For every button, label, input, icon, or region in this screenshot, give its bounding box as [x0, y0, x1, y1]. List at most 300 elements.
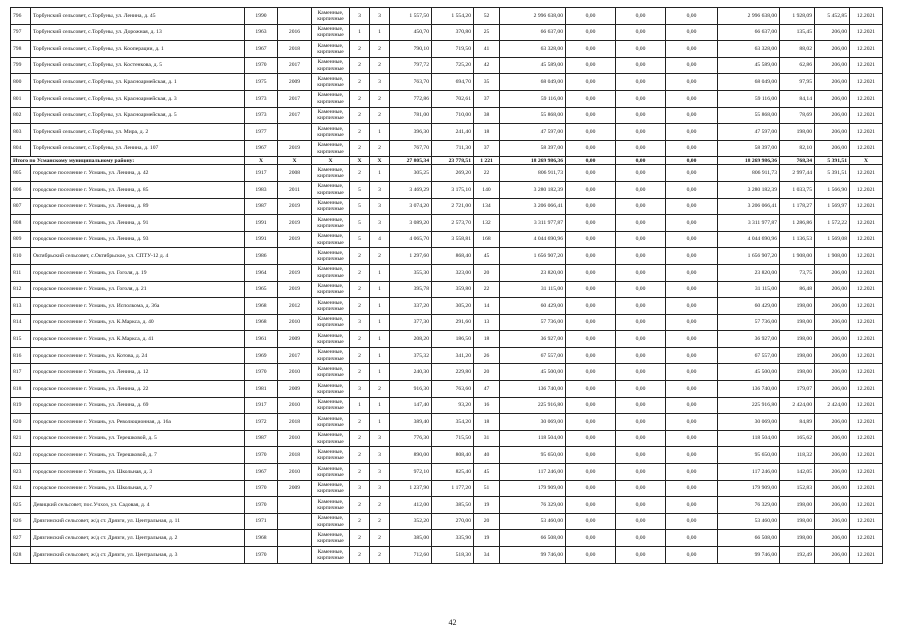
cell-entrances: 1	[370, 414, 390, 431]
cell-total-cost: 59 116,00	[500, 90, 566, 107]
cell-regional-cost: 0,00	[616, 124, 666, 141]
cell-year-repaired: 2009	[278, 381, 312, 398]
cell-entrances: 2	[370, 248, 390, 265]
cell-row-number: 808	[11, 215, 31, 232]
cell-living-area: 3 558,81	[432, 231, 474, 248]
cell-fund-cost: 0,00	[566, 165, 616, 182]
cell-regional-cost: 0,00	[616, 464, 666, 481]
cell-total-cost: 60 429,00	[500, 298, 566, 315]
cell-regional-cost: 0,00	[616, 447, 666, 464]
cell-planned-date: 12.2021	[850, 347, 883, 364]
cell-planned-date: 12.2021	[850, 248, 883, 265]
cell-address: Дрязгинский сельсовет, ж/д ст. Дрязги, ул. Центральная, д. 3	[31, 547, 245, 564]
cell-fund-cost: 0,00	[566, 248, 616, 265]
cell-total-cost: 4 044 690,96	[500, 231, 566, 248]
cell-total-area: 776,30	[390, 430, 432, 447]
cell-total-cost: 99 746,00	[500, 547, 566, 564]
cell-address: Торбунский сельсовет, с.Торбуны, ул. Красноармейская, д. 1	[31, 74, 245, 91]
cell-address: городское поселение г. Усмань, ул. Революционная, д. 16а	[31, 414, 245, 431]
cell-wall-material: Каменные, кирпичные	[312, 8, 350, 25]
cell-year-repaired: 2019	[278, 198, 312, 215]
cell-max-cost-per-sqm: 206,00	[815, 281, 850, 298]
cell-year-repaired	[278, 513, 312, 530]
cell-regional-cost: 0,00	[616, 107, 666, 124]
cell-owners-cost: 57 736,00	[718, 314, 780, 331]
cell-year-built: 1983	[245, 181, 278, 198]
cell-wall-material: Каменные, кирпичные	[312, 430, 350, 447]
cell-entrances: 2	[370, 381, 390, 398]
cell-planned-date: 12.2021	[850, 314, 883, 331]
cell-planned-date: 12.2021	[850, 414, 883, 431]
cell-cost-per-sqm: 88,02	[780, 41, 815, 58]
cell-regional-cost: 0,00	[616, 298, 666, 315]
cell-planned-date: 12.2021	[850, 298, 883, 315]
cell-living-area: 2 721,00	[432, 198, 474, 215]
table-row	[11, 124, 883, 141]
table-row	[11, 381, 883, 398]
cell-cost-per-sqm: 1 178,27	[780, 198, 815, 215]
table-row	[11, 298, 883, 315]
cell-total-area: 352,20	[390, 513, 432, 530]
cell-cost-per-sqm: 78,69	[780, 107, 815, 124]
cell-max-cost-per-sqm: 206,00	[815, 547, 850, 564]
cell-residents: 18	[474, 414, 500, 431]
cell-cost-per-sqm: 165,62	[780, 430, 815, 447]
cell-fund-cost: 0,00	[566, 298, 616, 315]
cell-cost-per-sqm: 198,00	[780, 364, 815, 381]
cell-max-cost-per-sqm: 5 452,85	[815, 8, 850, 25]
cell-municipal-cost: 0,00	[666, 107, 718, 124]
cell-floors: 2	[350, 364, 370, 381]
cell-living-area: 702,61	[432, 90, 474, 107]
cell-fund-cost: 0,00	[566, 57, 616, 74]
cell-fund-cost: 0,00	[566, 347, 616, 364]
cell-entrances: 1	[370, 314, 390, 331]
cell-year-repaired: 2018	[278, 447, 312, 464]
cell-cost-per-sqm: 1 928,09	[780, 8, 815, 25]
cell-regional-cost: 0,00	[616, 547, 666, 564]
cell-owners-cost: 806 911,73	[718, 165, 780, 182]
cell-living-area: 359,80	[432, 281, 474, 298]
cell-year-repaired	[278, 8, 312, 25]
table-row	[11, 414, 883, 431]
cell-year-built: 1917	[245, 165, 278, 182]
cell-wall-material: Каменные, кирпичные	[312, 74, 350, 91]
cell-regional-cost: 0,00	[616, 215, 666, 232]
cell-total-area: 4 065,70	[390, 231, 432, 248]
cell-floors: 2	[350, 264, 370, 281]
cell-fund-cost: 0,00	[566, 264, 616, 281]
cell-year-built: 1970	[245, 480, 278, 497]
cell-total-cost: 66 637,00	[500, 24, 566, 41]
cell-owners-cost: 68 049,00	[718, 74, 780, 91]
cell-living-area: 1 554,20	[432, 8, 474, 25]
cell-residents: 16	[474, 397, 500, 414]
cell-row-number: 805	[11, 165, 31, 182]
total-cell: 18 269 986,36	[500, 157, 566, 165]
cell-wall-material: Каменные, кирпичные	[312, 124, 350, 141]
cell-planned-date: 12.2021	[850, 24, 883, 41]
cell-wall-material: Каменные, кирпичные	[312, 364, 350, 381]
cell-municipal-cost: 0,00	[666, 480, 718, 497]
cell-year-built: 1986	[245, 248, 278, 265]
cell-fund-cost: 0,00	[566, 364, 616, 381]
cell-row-number: 799	[11, 57, 31, 74]
cell-residents: 22	[474, 281, 500, 298]
cell-planned-date: 12.2021	[850, 231, 883, 248]
cell-year-built: 1987	[245, 430, 278, 447]
cell-fund-cost: 0,00	[566, 107, 616, 124]
cell-municipal-cost: 0,00	[666, 248, 718, 265]
table-row	[11, 41, 883, 58]
cell-row-number: 807	[11, 198, 31, 215]
cell-planned-date: 12.2021	[850, 464, 883, 481]
cell-year-built: 1970	[245, 364, 278, 381]
cell-max-cost-per-sqm: 206,00	[815, 24, 850, 41]
cell-cost-per-sqm: 1 136,53	[780, 231, 815, 248]
cell-total-area: 3 089,20	[390, 215, 432, 232]
cell-wall-material: Каменные, кирпичные	[312, 231, 350, 248]
cell-residents: 38	[474, 107, 500, 124]
cell-owners-cost: 45 500,00	[718, 364, 780, 381]
cell-total-cost: 47 597,00	[500, 124, 566, 141]
cell-residents: 47	[474, 381, 500, 398]
cell-cost-per-sqm: 135,45	[780, 24, 815, 41]
cell-cost-per-sqm: 118,32	[780, 447, 815, 464]
cell-year-built: 1977	[245, 124, 278, 141]
cell-residents: 20	[474, 513, 500, 530]
cell-row-number: 806	[11, 181, 31, 198]
cell-total-cost: 118 504,00	[500, 430, 566, 447]
cell-floors: 2	[350, 140, 370, 157]
cell-year-built: 1965	[245, 281, 278, 298]
cell-max-cost-per-sqm: 206,00	[815, 497, 850, 514]
cell-total-area: 916,30	[390, 381, 432, 398]
cell-regional-cost: 0,00	[616, 497, 666, 514]
cell-total-area: 712,60	[390, 547, 432, 564]
cell-fund-cost: 0,00	[566, 447, 616, 464]
cell-floors: 2	[350, 447, 370, 464]
cell-regional-cost: 0,00	[616, 397, 666, 414]
cell-residents: 51	[474, 480, 500, 497]
cell-owners-cost: 60 429,00	[718, 298, 780, 315]
cell-max-cost-per-sqm: 206,00	[815, 41, 850, 58]
cell-year-repaired: 2017	[278, 107, 312, 124]
cell-year-repaired: 2019	[278, 264, 312, 281]
cell-living-area: 385,50	[432, 497, 474, 514]
cell-max-cost-per-sqm: 1 566,90	[815, 181, 850, 198]
cell-address: Октябрьский сельсовет, с.Октябрьское, ул. СПТУ-12 д. 4	[31, 248, 245, 265]
cell-municipal-cost: 0,00	[666, 530, 718, 547]
cell-residents: 140	[474, 181, 500, 198]
cell-row-number: 796	[11, 8, 31, 25]
cell-entrances: 3	[370, 447, 390, 464]
table-row	[11, 314, 883, 331]
cell-regional-cost: 0,00	[616, 281, 666, 298]
cell-floors: 5	[350, 231, 370, 248]
cell-total-cost: 3 280 182,39	[500, 181, 566, 198]
cell-cost-per-sqm: 179,07	[780, 381, 815, 398]
total-cell: X	[245, 157, 278, 165]
cell-living-area: 354,20	[432, 414, 474, 431]
cell-entrances: 2	[370, 107, 390, 124]
cell-regional-cost: 0,00	[616, 57, 666, 74]
cell-residents: 42	[474, 57, 500, 74]
cell-address: городское поселение г. Усмань, ул. Ленина, д. 89	[31, 198, 245, 215]
cell-row-number: 821	[11, 430, 31, 447]
cell-fund-cost: 0,00	[566, 381, 616, 398]
cell-fund-cost: 0,00	[566, 41, 616, 58]
cell-year-repaired: 2019	[278, 231, 312, 248]
table-row	[11, 281, 883, 298]
cell-row-number: 817	[11, 364, 31, 381]
cell-wall-material: Каменные, кирпичные	[312, 547, 350, 564]
cell-cost-per-sqm: 1 286,86	[780, 215, 815, 232]
cell-entrances: 2	[370, 497, 390, 514]
cell-planned-date: 12.2021	[850, 57, 883, 74]
cell-municipal-cost: 0,00	[666, 90, 718, 107]
cell-year-repaired: 2009	[278, 74, 312, 91]
cell-floors: 2	[350, 74, 370, 91]
cell-planned-date: 12.2021	[850, 198, 883, 215]
table-row	[11, 140, 883, 157]
cell-regional-cost: 0,00	[616, 347, 666, 364]
cell-residents: 52	[474, 8, 500, 25]
cell-floors: 2	[350, 41, 370, 58]
cell-residents: 22	[474, 165, 500, 182]
cell-year-built: 1981	[245, 381, 278, 398]
cell-municipal-cost: 0,00	[666, 41, 718, 58]
cell-cost-per-sqm: 198,00	[780, 347, 815, 364]
cell-total-area: 385,00	[390, 530, 432, 547]
cell-total-area: 389,40	[390, 414, 432, 431]
cell-cost-per-sqm: 73,75	[780, 264, 815, 281]
cell-residents: 45	[474, 248, 500, 265]
cell-residents: 35	[474, 74, 500, 91]
cell-owners-cost: 55 868,00	[718, 107, 780, 124]
cell-regional-cost: 0,00	[616, 480, 666, 497]
cell-total-area: 395,78	[390, 281, 432, 298]
total-cell: 5 391,51	[815, 157, 850, 165]
table-row	[11, 198, 883, 215]
cell-row-number: 826	[11, 513, 31, 530]
cell-fund-cost: 0,00	[566, 314, 616, 331]
cell-living-area: 269,20	[432, 165, 474, 182]
total-cell: 0,00	[566, 157, 616, 165]
cell-municipal-cost: 0,00	[666, 264, 718, 281]
cell-total-area: 972,10	[390, 464, 432, 481]
cell-planned-date: 12.2021	[850, 430, 883, 447]
cell-address: Торбунский сельсовет, с.Торбуны, ул. Костенкова, д. 5	[31, 57, 245, 74]
cell-total-area: 797,72	[390, 57, 432, 74]
cell-regional-cost: 0,00	[616, 181, 666, 198]
cell-residents: 31	[474, 430, 500, 447]
cell-total-area: 1 237,90	[390, 480, 432, 497]
cell-wall-material: Каменные, кирпичные	[312, 414, 350, 431]
cell-municipal-cost: 0,00	[666, 215, 718, 232]
cell-year-built: 1970	[245, 447, 278, 464]
cell-total-cost: 66 508,00	[500, 530, 566, 547]
cell-planned-date: 12.2021	[850, 381, 883, 398]
cell-wall-material: Каменные, кирпичные	[312, 57, 350, 74]
cell-entrances: 1	[370, 264, 390, 281]
table-row	[11, 397, 883, 414]
cell-municipal-cost: 0,00	[666, 547, 718, 564]
cell-year-repaired: 2010	[278, 397, 312, 414]
cell-total-area: 767,70	[390, 140, 432, 157]
cell-year-built: 1964	[245, 264, 278, 281]
cell-municipal-cost: 0,00	[666, 331, 718, 348]
cell-year-repaired: 2016	[278, 24, 312, 41]
cell-residents: 19	[474, 530, 500, 547]
cell-fund-cost: 0,00	[566, 464, 616, 481]
cell-total-area: 763,70	[390, 74, 432, 91]
cell-floors: 2	[350, 281, 370, 298]
cell-total-cost: 31 115,00	[500, 281, 566, 298]
cell-address: Торбунский сельсовет, с.Торбуны, ул. Дорожная, д. 13	[31, 24, 245, 41]
table-row	[11, 74, 883, 91]
cell-municipal-cost: 0,00	[666, 281, 718, 298]
total-cell: 0,00	[666, 157, 718, 165]
cell-row-number: 802	[11, 107, 31, 124]
cell-municipal-cost: 0,00	[666, 381, 718, 398]
cell-entrances: 1	[370, 298, 390, 315]
cell-regional-cost: 0,00	[616, 248, 666, 265]
cell-address: городское поселение г. Усмань, ул. Ленина, д. 85	[31, 181, 245, 198]
cell-fund-cost: 0,00	[566, 140, 616, 157]
cell-floors: 2	[350, 248, 370, 265]
cell-planned-date: 12.2021	[850, 397, 883, 414]
cell-living-area: 518,30	[432, 547, 474, 564]
cell-max-cost-per-sqm: 206,00	[815, 107, 850, 124]
cell-address: городское поселение г. Усмань, ул. Ленина, д. 12	[31, 364, 245, 381]
cell-max-cost-per-sqm: 2 424,00	[815, 397, 850, 414]
cell-max-cost-per-sqm: 206,00	[815, 513, 850, 530]
table-row	[11, 530, 883, 547]
cell-cost-per-sqm: 198,00	[780, 331, 815, 348]
cell-year-built: 1969	[245, 347, 278, 364]
cell-residents: 34	[474, 547, 500, 564]
cell-fund-cost: 0,00	[566, 74, 616, 91]
cell-row-number: 828	[11, 547, 31, 564]
cell-wall-material: Каменные, кирпичные	[312, 165, 350, 182]
cell-total-cost: 179 909,00	[500, 480, 566, 497]
cell-total-area: 781,00	[390, 107, 432, 124]
cell-owners-cost: 3 280 182,39	[718, 181, 780, 198]
cell-year-repaired: 2019	[278, 215, 312, 232]
cell-year-built: 1967	[245, 41, 278, 58]
cell-regional-cost: 0,00	[616, 264, 666, 281]
cell-owners-cost: 45 589,00	[718, 57, 780, 74]
cell-municipal-cost: 0,00	[666, 8, 718, 25]
cell-floors: 3	[350, 381, 370, 398]
cell-municipal-cost: 0,00	[666, 74, 718, 91]
cell-max-cost-per-sqm: 206,00	[815, 90, 850, 107]
cell-total-area: 377,30	[390, 314, 432, 331]
cell-wall-material: Каменные, кирпичные	[312, 248, 350, 265]
cell-floors: 2	[350, 430, 370, 447]
cell-wall-material: Каменные, кирпичные	[312, 381, 350, 398]
cell-max-cost-per-sqm: 206,00	[815, 447, 850, 464]
cell-total-cost: 95 650,00	[500, 447, 566, 464]
cell-year-built: 1967	[245, 464, 278, 481]
cell-wall-material: Каменные, кирпичные	[312, 513, 350, 530]
cell-living-area: 719,50	[432, 41, 474, 58]
cell-entrances: 2	[370, 513, 390, 530]
cell-row-number: 814	[11, 314, 31, 331]
cell-row-number: 797	[11, 24, 31, 41]
cell-wall-material: Каменные, кирпичные	[312, 397, 350, 414]
cell-total-cost: 1 656 907,20	[500, 248, 566, 265]
cell-total-area: 396,30	[390, 124, 432, 141]
cell-max-cost-per-sqm: 206,00	[815, 57, 850, 74]
cell-max-cost-per-sqm: 1 569,08	[815, 231, 850, 248]
cell-residents: 18	[474, 124, 500, 141]
cell-planned-date: 12.2021	[850, 547, 883, 564]
cell-row-number: 810	[11, 248, 31, 265]
cell-fund-cost: 0,00	[566, 24, 616, 41]
cell-fund-cost: 0,00	[566, 231, 616, 248]
cell-residents: 25	[474, 24, 500, 41]
cell-planned-date: 12.2021	[850, 281, 883, 298]
cell-year-repaired: 2010	[278, 464, 312, 481]
cell-cost-per-sqm: 198,00	[780, 298, 815, 315]
cell-fund-cost: 0,00	[566, 530, 616, 547]
cell-total-area: 208,20	[390, 331, 432, 348]
cell-address: городское поселение г. Усмань, ул. Ленина, д. 93	[31, 231, 245, 248]
cell-row-number: 798	[11, 41, 31, 58]
cell-total-area: 1 557,50	[390, 8, 432, 25]
cell-row-number: 825	[11, 497, 31, 514]
table-row	[11, 364, 883, 381]
cell-municipal-cost: 0,00	[666, 314, 718, 331]
cell-residents: 26	[474, 347, 500, 364]
cell-floors: 2	[350, 464, 370, 481]
cell-planned-date: 12.2021	[850, 8, 883, 25]
cell-year-built: 1973	[245, 107, 278, 124]
cell-owners-cost: 136 740,00	[718, 381, 780, 398]
cell-max-cost-per-sqm: 206,00	[815, 430, 850, 447]
cell-wall-material: Каменные, кирпичные	[312, 530, 350, 547]
cell-living-area: 229,80	[432, 364, 474, 381]
cell-living-area: 715,50	[432, 430, 474, 447]
cell-regional-cost: 0,00	[616, 165, 666, 182]
cell-cost-per-sqm: 1 908,00	[780, 248, 815, 265]
cell-wall-material: Каменные, кирпичные	[312, 264, 350, 281]
cell-entrances: 1	[370, 364, 390, 381]
cell-address: Торбунский сельсовет, с.Торбуны, ул. Красноармейская, д. 3	[31, 90, 245, 107]
cell-floors: 2	[350, 331, 370, 348]
total-cell: 0,00	[616, 157, 666, 165]
cell-floors: 5	[350, 198, 370, 215]
cell-floors: 2	[350, 107, 370, 124]
cell-total-area: 240,30	[390, 364, 432, 381]
cell-living-area: 808,40	[432, 447, 474, 464]
cell-year-repaired: 2017	[278, 90, 312, 107]
cell-regional-cost: 0,00	[616, 530, 666, 547]
cell-floors: 5	[350, 215, 370, 232]
table-row	[11, 215, 883, 232]
cell-wall-material: Каменные, кирпичные	[312, 331, 350, 348]
cell-row-number: 822	[11, 447, 31, 464]
cell-year-built: 1973	[245, 90, 278, 107]
cell-residents: 134	[474, 198, 500, 215]
cell-wall-material: Каменные, кирпичные	[312, 181, 350, 198]
cell-entrances: 2	[370, 547, 390, 564]
cell-cost-per-sqm: 198,00	[780, 513, 815, 530]
cell-year-built: 1961	[245, 331, 278, 348]
cell-total-cost: 53 460,00	[500, 513, 566, 530]
